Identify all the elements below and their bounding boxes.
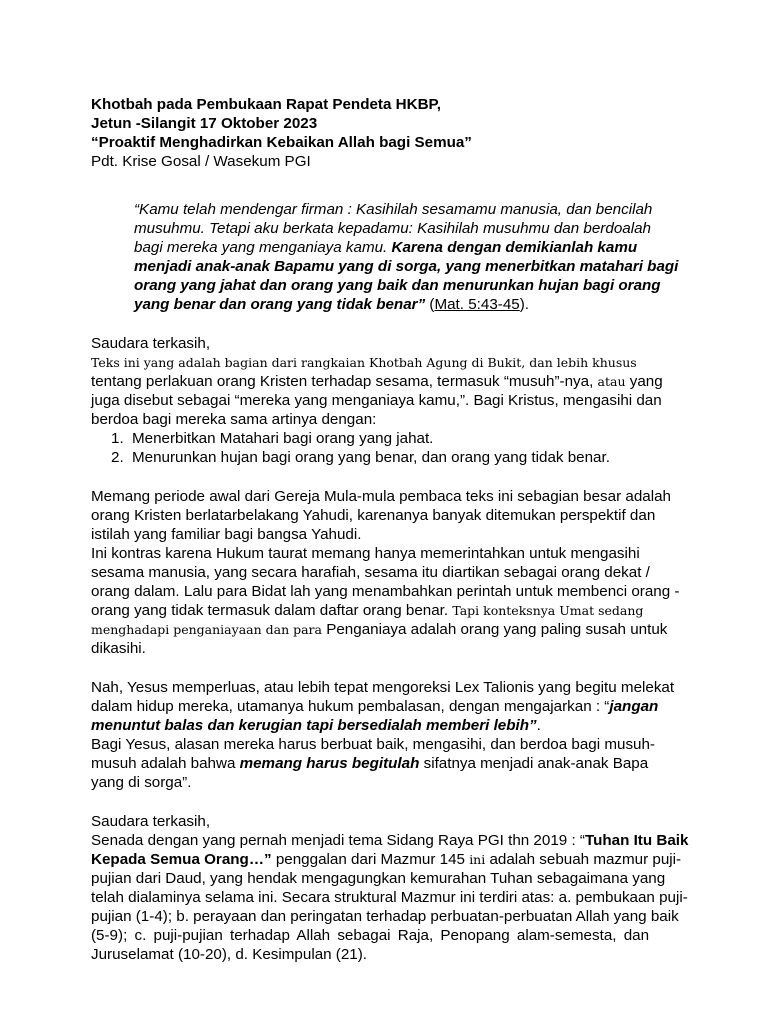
paragraph-line: orang Kristen berlatarbelakang Yahudi, karenanya banyak ditemukan perspektif dan — [91, 507, 656, 524]
paragraph-line: Kepada Semua Orang…” penggalan dari Mazmur 145 ini adalah sebuah mazmur puji- — [91, 851, 682, 868]
quote-line: orang yang jahat dan orang yang baik dan menurunkan hujan bagi orang — [134, 277, 661, 294]
quote-line: musuhmu. Tetapi aku berkata kepadamu: Kasihilah musuhmu dan berdoalah — [134, 220, 651, 237]
quote-emphasis: Karena dengan demikianlah kamu — [391, 239, 638, 256]
list-item: 1. Menerbitkan Matahari bagi orang yang jahat. — [111, 430, 434, 447]
scripture-quote — [134, 200, 681, 314]
paragraph-line: pujian dari Daud, yang hendak mengagungkan kemurahan Tuhan sebagaimana yang — [91, 870, 666, 887]
quote-line: “Kamu telah mendengar firman : Kasihilah sesamamu manusia, dan bencilah — [134, 201, 653, 218]
sermon-place-date: Jetun -Silangit 17 Oktober 2023 — [91, 115, 318, 132]
paragraph-line: berdoa bagi mereka sama artinya dengan: — [91, 411, 377, 428]
scripture-reference-link[interactable]: Mat. 5:43-45 — [434, 296, 520, 313]
sermon-title: Khotbah pada Pembukaan Rapat Pendeta HKBP, — [91, 96, 441, 113]
paragraph-line: pujian (1-4); b. perayaan dan peringatan terhadap perbuatan-perbuatan Allah yang baik — [91, 908, 679, 925]
paragraph-line: sesama manusia, yang secara harafiah, sesama itu diartikan sebagai orang dekat / — [91, 564, 650, 581]
quote-line — [134, 238, 681, 257]
quote-emphasis: yang benar dan orang yang tidak benar” — [134, 296, 426, 313]
paragraph-line: menghadapi penganiayaan dan para Penganiaya adalah orang yang paling susah untuk — [91, 621, 668, 638]
paragraph-line: orang dalam. Lalu para Bidat lah yang menambahkan perintah untuk membenci orang - — [91, 583, 680, 600]
paragraph-line: Bagi Yesus, alasan mereka harus berbuat baik, mengasihi, dan berdoa bagi musuh- — [91, 736, 655, 753]
salutation: Saudara terkasih, — [91, 335, 211, 352]
sermon-author: Pdt. Krise Gosal / Wasekum PGI — [91, 153, 311, 170]
paragraph-line: Senada dengan yang pernah menjadi tema Sidang Raya PGI thn 2019 : “Tuhan Itu Baik — [91, 832, 689, 849]
salutation: Saudara terkasih, — [91, 813, 211, 830]
paragraph-line: Ini kontras karena Hukum taurat memang hanya memerintahkan untuk mengasihi — [91, 545, 640, 562]
paragraph-3 — [91, 678, 681, 792]
paragraph-line: orang yang tidak termasuk dalam daftar orang benar. Tapi konteksnya Umat sedang — [91, 602, 644, 619]
document-page — [91, 95, 689, 964]
paragraph-line: musuh adalah bahwa memang harus begitulah sifatnya menjadi anak-anak Bapa — [91, 755, 649, 772]
paragraph-line: menuntut balas dan kerugian tapi bersedialah memberi lebih”. — [91, 717, 541, 734]
paragraph-line: dalam hidup mereka, utamanya hukum pembalasan, dengan mengajarkan : “jangan — [91, 698, 659, 715]
paragraph-line: juga disebut sebagai “mereka yang menganiaya kamu,”. Bagi Kristus, mengasihi dan — [91, 392, 662, 409]
paragraph-line: dikasihi. — [91, 640, 146, 657]
paragraph-line: Memang periode awal dari Gereja Mula-mula pembaca teks ini sebagian besar adalah — [91, 488, 671, 505]
paragraph-line: yang di sorga”. — [91, 774, 192, 791]
paragraph-line: Juruselamat (10-20), d. Kesimpulan (21). — [91, 946, 368, 963]
quote-text: bagi mereka yang menganiaya kamu. — [134, 239, 392, 256]
paragraph-line: istilah yang familiar bagi bangsa Yahudi. — [91, 526, 362, 543]
paragraph-line: telah dialaminya selama ini. Secara struktural Mazmur ini terdiri atas: a. pembukaan puji- — [91, 889, 688, 906]
paragraph-line: (5-9); c. puji-pujian terhadap Allah sebagai Raja, Penopang alam-semesta, dan — [91, 927, 650, 944]
quote-line: yang benar dan orang yang tidak benar” (Mat. 5:43-45). — [134, 296, 530, 313]
paragraph-4 — [91, 812, 689, 964]
list-item: 2. Menurunkan hujan bagi orang yang benar, dan orang yang tidak benar. — [111, 449, 610, 466]
paragraph-line: tentang perlakuan orang Kristen terhadap sesama, termasuk “musuh”-nya, atau yang — [91, 373, 663, 390]
paragraph-line: Nah, Yesus memperluas, atau lebih tepat mengoreksi Lex Talionis yang begitu melekat — [91, 679, 675, 696]
paragraph-line: Teks ini yang adalah bagian dari rangkaian Khotbah Agung di Bukit, dan lebih khusus — [91, 355, 637, 370]
paragraph-2 — [91, 487, 681, 658]
sermon-theme: “Proaktif Menghadirkan Kebaikan Allah bagi Semua” — [91, 134, 472, 151]
paragraph-1 — [91, 334, 681, 467]
quote-line: menjadi anak-anak Bapamu yang di sorga, yang menerbitkan matahari bagi — [134, 258, 679, 275]
